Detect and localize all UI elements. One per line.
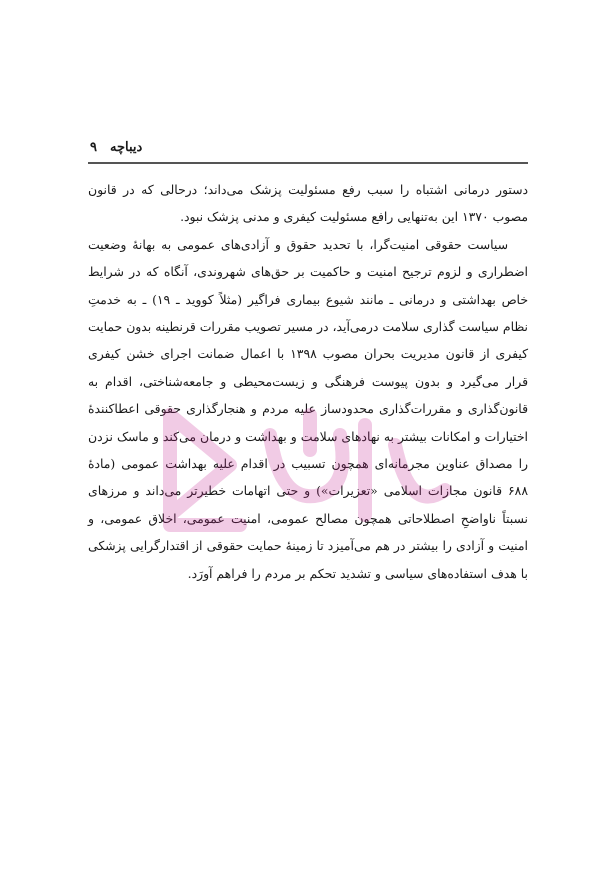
- body-text: [88, 176, 528, 587]
- running-head: [88, 140, 528, 160]
- header-rule: [88, 162, 528, 164]
- chapter-title: دیباچه: [110, 140, 143, 155]
- paragraph: سیاست حقوقی امنیت‌گرا، با تحدید حقوق و آزادی‌های عمومی به بهانهٔ وضعیت اضطراری و لزوم ترجیح امنیت و حاکمیت بر حق‌های شهروندی، آنگاه که در شرایط خاص بهداشتی و درمانی ـ مانند شیوع بیماری فراگیر (مثلاً کووید ـ ۱۹) ـ به خدمتِ نظام سیاست گذاری سلامت درمی‌آید، در مسیر تصویب مقررات قرنطینه بدون حمایت کیفری از قانون مدیریت بحران مصوب ۱۳۹۸ با اعمال ضمانت اجرای خشن کیفری قرار می‌گیرد و بدون پیوست فرهنگی و زیست‌محیطی و جامعه‌شناختی، اقدام به قانون‌گذاری و مقررات‌گذاری محدودساز علیه مردم و هنجارگذاری حقوقی اعطاکنندهٔ اختیارات و امکانات بیشتر به نهادهای سلامت و بهداشت و درمان می‌کند و ماسک نزدن را مصداق عناوین مجرمانه‌ای همچون تسبیب در اقدام علیه بهداشت عمومی (مادهٔ ۶۸۸ قانون مجازات اسلامی «تعزیرات») و حتی اتهامات خطیرتر می‌داند و مرزهای نسبتاً ناواضحِ اصطلاحاتی همچون مصالح عمومی، امنیت عمومی، اخلاق عمومی، و امنیت و آزادی را بیشتر در هم می‌آمیزد تا زمینهٔ حمایت حقوقی از اقتدارگرایی پزشکی با هدف استفاده‌های سیاسی و تشدید تحکم بر مردم را فراهم آورَد.: [88, 236, 528, 581]
- page-number: ۹: [90, 140, 97, 155]
- paragraph: دستور درمانی اشتباه را سبب رفع مسئولیت پزشک می‌داند؛ درحالی که در قانون مصوب ۱۳۷۰ این به‌تنهایی رافع مسئولیت کیفری و مدنی پزشک نبود.: [88, 182, 528, 225]
